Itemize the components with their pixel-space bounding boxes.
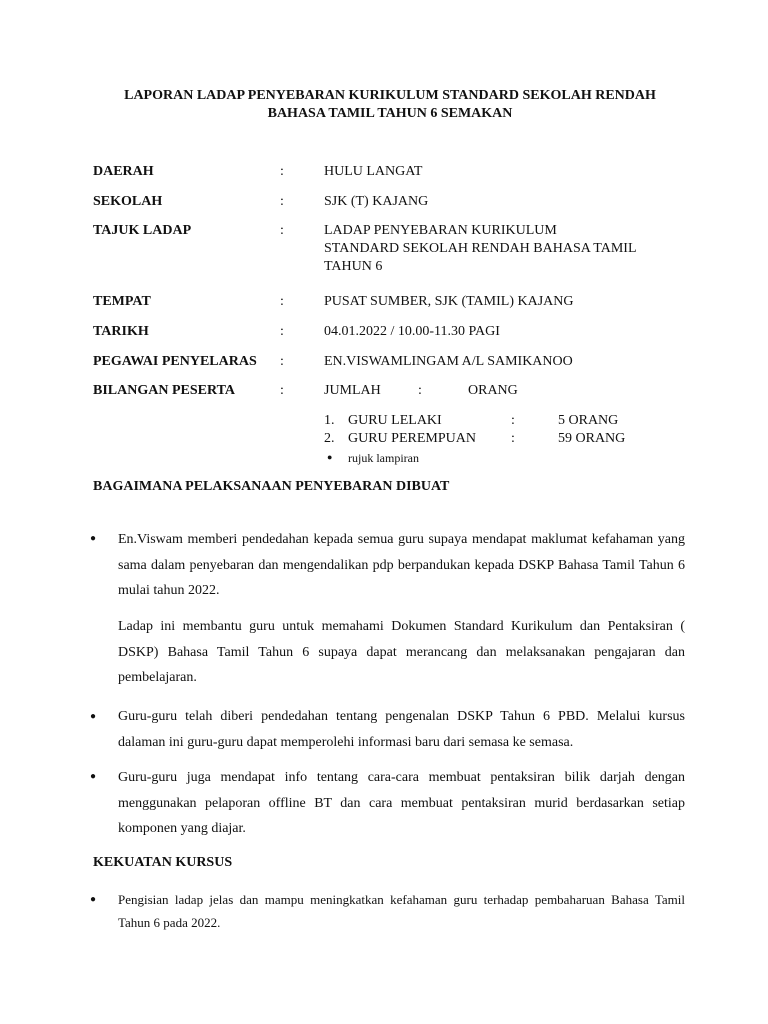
jumlah-label: JUMLAH: [324, 383, 381, 398]
bullet-icon: ●: [90, 533, 97, 544]
peserta-colon: :: [511, 413, 515, 428]
daerah-colon: :: [280, 164, 284, 179]
peserta-value: 5 ORANG: [558, 413, 619, 428]
bilangan-colon: :: [280, 383, 284, 398]
rujuk-lampiran-note: rujuk lampiran: [348, 451, 419, 465]
paragraph-bullet-2: Guru-guru telah diberi pendedahan tentang pengenalan DSKP Tahun 6 PBD. Melalui kursus dalaman ini guru-guru dapat memperolehi informasi baru dari semasa ke semasa.: [118, 709, 685, 750]
paragraph-kekuatan-1: Pengisian ladap jelas dan mampu meningkatkan kefahaman guru terhadap pembaharuan Bahasa Tamil Tahun 6 pada 2022.: [118, 892, 685, 930]
section-heading-pelaksanaan: BAGAIMANA PELAKSANAAN PENYEBARAN DIBUAT: [93, 479, 450, 494]
daerah-value: HULU LANGAT: [324, 164, 423, 179]
sekolah-value: SJK (T) KAJANG: [324, 194, 429, 209]
bilangan-label: BILANGAN PESERTA: [93, 383, 235, 398]
tajuk-value-line-1: LADAP PENYEBARAN KURIKULUM: [324, 223, 557, 238]
daerah-label: DAERAH: [93, 164, 154, 179]
peserta-colon: :: [511, 431, 515, 446]
tajuk-colon: :: [280, 223, 284, 238]
tajuk-value: [324, 222, 664, 276]
title-line-2: BAHASA TAMIL TAHUN 6 SEMAKAN: [267, 106, 513, 121]
tarikh-colon: :: [280, 324, 284, 339]
sekolah-label: SEKOLAH: [93, 194, 163, 209]
tarikh-label: TARIKH: [93, 324, 149, 339]
paragraph-bullet-3: Guru-guru juga mendapat info tentang cara-cara membuat pentaksiran bilik darjah dengan menggunakan pelaporan offline BT dan cara membuat pentaksiran murid berdasarkan setiap komponen yang diajar.: [118, 770, 685, 836]
paragraph-bullet-1: En.Viswam memberi pendedahan kepada semua guru supaya mendapat maklumat kefahaman yang sama dalam penyebaran dan mengendalikan pdp berpandukan kepada DSKP Bahasa Tamil Tahun 6 mulai tahun 2022.: [118, 532, 685, 598]
peserta-number: 2.: [324, 431, 335, 446]
bullet-icon: ●: [327, 452, 333, 462]
bullet-icon: ●: [90, 894, 97, 905]
report-title: [60, 87, 720, 123]
peserta-label: GURU LELAKI: [348, 413, 442, 428]
sekolah-colon: :: [280, 194, 284, 209]
tempat-value: PUSAT SUMBER, SJK (TAMIL) KAJANG: [324, 294, 574, 309]
section-heading-kekuatan: KEKUATAN KURSUS: [93, 855, 233, 870]
jumlah-colon: :: [418, 383, 422, 398]
pegawai-label: PEGAWAI PENYELARAS: [93, 354, 257, 369]
peserta-label: GURU PEREMPUAN: [348, 431, 476, 446]
pegawai-colon: :: [280, 354, 284, 369]
paragraph-ladap: Ladap ini membantu guru untuk memahami Dokumen Standard Kurikulum dan Pentaksiran ( DSKP) Bahasa Tamil Tahun 6 supaya dapat merancang dan melaksanakan pengajaran dan pembelajaran.: [118, 619, 685, 685]
pegawai-value: EN.VISWAMLINGAM A/L SAMIKANOO: [324, 354, 573, 369]
bullet-icon: ●: [90, 771, 97, 782]
bullet-icon: ●: [90, 711, 97, 722]
tajuk-value-line-3: TAHUN 6: [324, 259, 383, 274]
bilangan-value: [324, 382, 664, 400]
peserta-value: 59 ORANG: [558, 431, 626, 446]
orang-label: ORANG: [468, 383, 518, 398]
peserta-number: 1.: [324, 413, 335, 428]
tajuk-label: TAJUK LADAP: [93, 223, 192, 238]
title-line-1: LAPORAN LADAP PENYEBARAN KURIKULUM STANDARD SEKOLAH RENDAH: [124, 88, 656, 103]
tempat-label: TEMPAT: [93, 294, 151, 309]
tajuk-value-line-2: STANDARD SEKOLAH RENDAH BAHASA TAMIL: [324, 241, 637, 256]
tarikh-value: 04.01.2022 / 10.00-11.30 PAGI: [324, 324, 500, 339]
tempat-colon: :: [280, 294, 284, 309]
